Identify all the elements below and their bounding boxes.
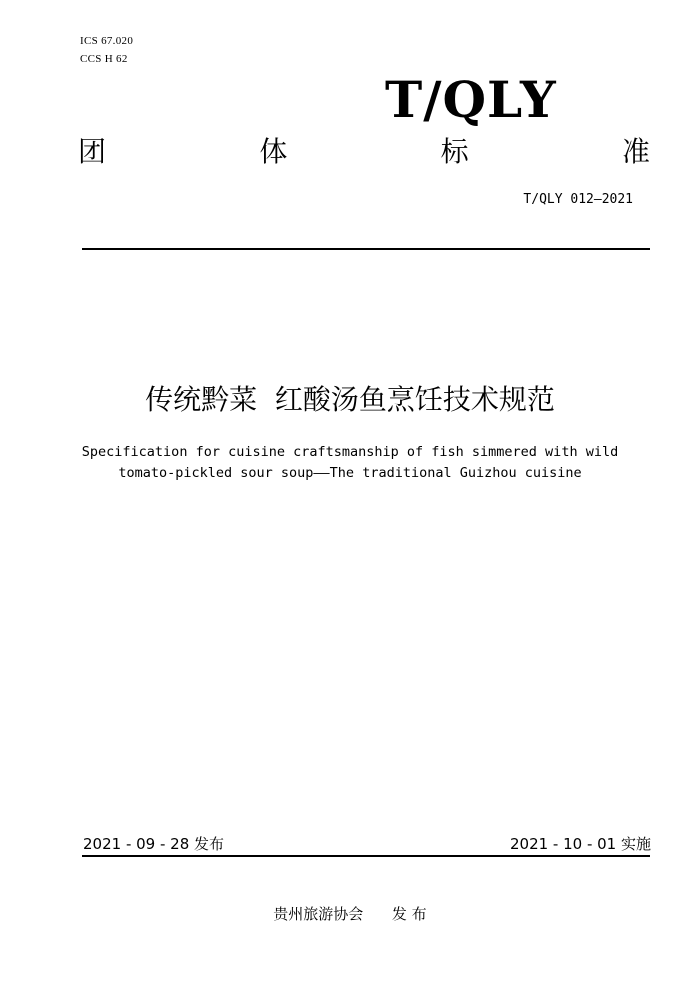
standard-type-heading (78, 134, 650, 170)
standard-type-char: 体 (259, 135, 288, 168)
implementation-date: 2021 - 10 - 01 实施 (509, 835, 651, 853)
ccs-code: CCS H 62 (80, 53, 128, 65)
document-title-chinese: 传统黔菜 红酸汤鱼烹饪技术规范 (145, 383, 555, 416)
standard-type-char: 准 (621, 135, 650, 168)
top-divider (82, 248, 650, 250)
publisher: 贵州旅游协会 发 布 (273, 905, 427, 923)
issue-date: 2021 - 09 - 28 发布 (83, 835, 225, 853)
document-title-english-line1: Specification for cuisine craftsmanship of fish simmered with wild (81, 444, 619, 460)
standard-logo: T/QLY (385, 70, 557, 129)
standard-type-char: 标 (440, 135, 469, 168)
standard-type-char: 团 (78, 135, 107, 168)
ics-code: ICS 67.020 (80, 35, 134, 47)
standard-number: T/QLY 012—2021 (523, 192, 633, 207)
document-title-english-line2: tomato-pickled sour soup——The traditional Guizhou cuisine (118, 465, 582, 481)
bottom-divider (82, 855, 650, 857)
